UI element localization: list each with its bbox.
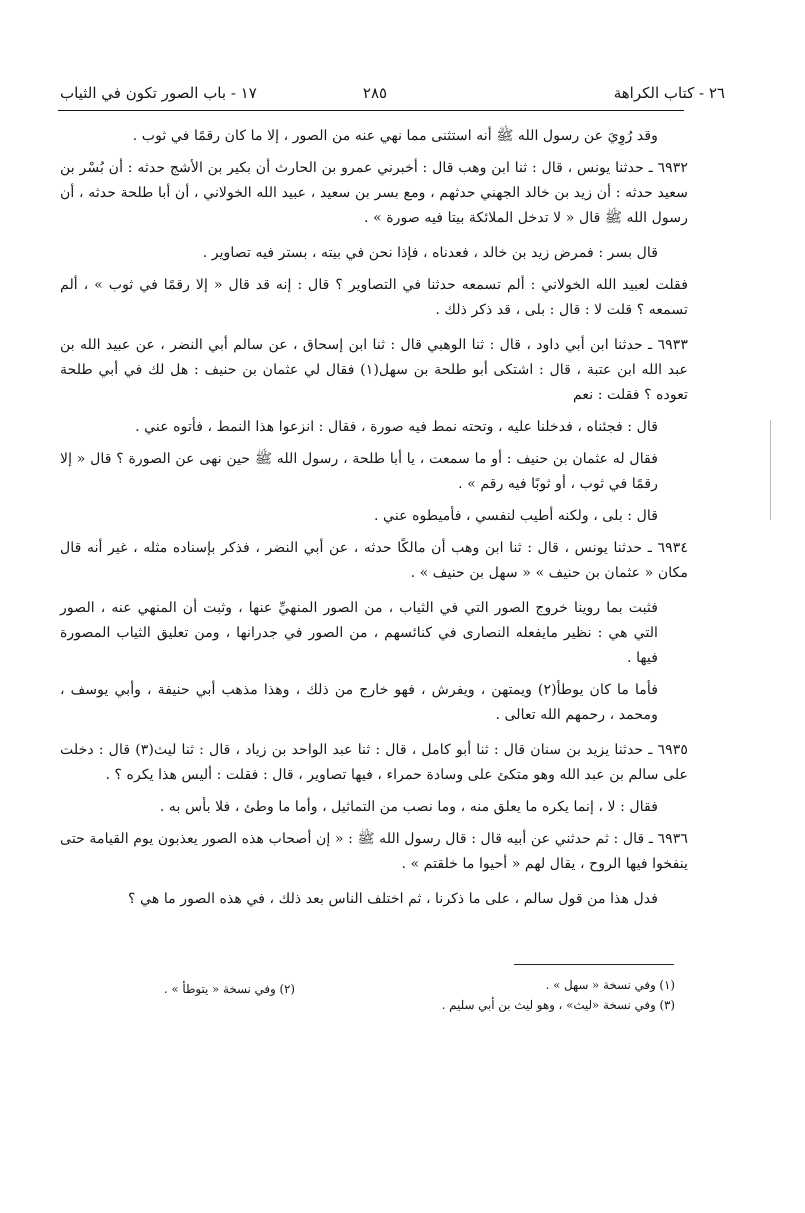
hadith-6935: ٦٩٣٥ ـ حدثنا يزيد بن سنان قال : ثنا أبو كامل ، قال : ثنا عبد الواحد بن زياد ، قال : ثنا ليث(٣) قال : دخلت على سالم بن عبد الله وهو متكئ على وسادة حمراء ، فيها تصاوير ، قال : فقلت : أليس هذا يكره ؟ . [60, 742, 688, 783]
chapter-title: ٢٦ - كتاب الكراهة [613, 84, 725, 102]
footnote-rule [514, 964, 674, 965]
footnote-2: (٢) وفي نسخة « يتوطأ » . [163, 982, 295, 996]
page-number: ٢٨٥ [362, 84, 388, 102]
paragraph: فأما ما كان يوطأ(٢) ويمتهن ، ويفرش ، فهو خارج من ذلك ، وهذا مذهب أبي حنيفة ، وأبي يوسف ، ومحمد ، رحمهم الله تعالى . [60, 682, 659, 723]
paragraph: فدل هذا من قول سالم ، على ما ذكرنا ، ثم اختلف الناس بعد ذلك ، في هذه الصور ما هي ؟ [128, 891, 658, 907]
hadith-6936: ٦٩٣٦ ـ قال : ثم حدثني عن أبيه قال : قال رسول الله ﷺ : « إن أصحاب هذه الصور يعذبون يوم القيامة حتى ينفخوا فيها الروح ، يقال لهم « أحيوا ما خلقتم » . [60, 831, 688, 872]
header-rule [58, 110, 684, 111]
footnote-3: (٣) وفي نسخة «ليث» ، وهو ليث بن أبي سليم . [441, 998, 675, 1012]
paragraph: قال بسر : فمرض زيد بن خالد ، فعدناه ، فإذا نحن في بيته ، بستر فيه تصاوير . [202, 245, 658, 261]
scan-margin-mark [770, 420, 771, 520]
main-text [60, 124, 688, 919]
footnote-1: (١) وفي نسخة « سهل » . [545, 978, 675, 992]
paragraph: قال : بلى ، ولكنه أطيب لنفسي ، فأميطوه عني . [374, 508, 658, 524]
paragraph: فقلت لعبيد الله الخولاني : ألم تسمعه حدثنا في التصاوير ؟ قال : إنه قد قال « إلا رقمًا في ثوب » ، ألم تسمعه ؟ قلت لا : قال : بلى ، قد ذكر ذلك . [60, 277, 688, 318]
paragraph: قال : فجئناه ، فدخلنا عليه ، وتحته نمط فيه صورة ، فقال : انزعوا هذا النمط ، فأتوه عني . [135, 419, 658, 435]
paragraph: وقد رُوِيَ عن رسول الله ﷺ أنه استثنى مما نهي عنه من الصور ، إلا ما كان رقمًا في ثوب . [132, 128, 658, 144]
paragraph: فقال : لا ، إنما يكره ما يعلق منه ، وما نصب من التماثيل ، وأما ما وطئ ، فلا بأس به . [159, 799, 658, 815]
hadith-6933: ٦٩٣٣ ـ حدثنا ابن أبي داود ، قال : ثنا الوهبي قال : ثنا ابن إسحاق ، عن سالم أبي النضر ، عن عبيد الله بن عبد الله ابن عتبة ، قال : اشتكى أبو طلحة بن سهل(١) فقال لي عثمان بن حنيف : هل لك في أبي طلحة تعوده ؟ فقلت : نعم [60, 337, 688, 403]
paragraph: فثبت بما روينا خروج الصور التي في الثياب ، من الصور المنهيِّ عنها ، وثبت أن المنهي عنه ، الصور التي هي : نظير مايفعله النصارى في كنائسهم ، من الصور في جدرانها ، ومن تعليق الثياب المصورة فيها . [60, 600, 658, 666]
hadith-6932: ٦٩٣٢ ـ حدثنا يونس ، قال : ثنا ابن وهب قال : أخبرني عمرو بن الحارث أن بكير بن الأشج حدثه : أن بُسْر بن سعيد حدثه : أن زيد بن خالد الجهني حدثهم ، ومع بسر بن سعيد ، عبيد الله الخولاني ، أن أبا طلحة حدثه ، أن رسول الله ﷺ قال « لا تدخل الملائكة بيتا فيه صورة » . [60, 160, 688, 226]
section-title: ١٧ - باب الصور تكون في الثياب [60, 84, 257, 102]
hadith-6934: ٦٩٣٤ ـ حدثنا يونس ، قال : ثنا ابن وهب أن مالكًا حدثه ، عن أبي النضر ، فذكر بإسناده مثله ، غير أنه قال مكان « عثمان بن حنيف » « سهل بن حنيف » . [60, 540, 688, 581]
paragraph: فقال له عثمان بن حنيف : أو ما سمعت ، يا أبا طلحة ، رسول الله ﷺ حين نهى عن الصورة ؟ قال « إلا رقمًا في ثوب ، أو ثوبًا فيه رقم » . [60, 451, 658, 492]
